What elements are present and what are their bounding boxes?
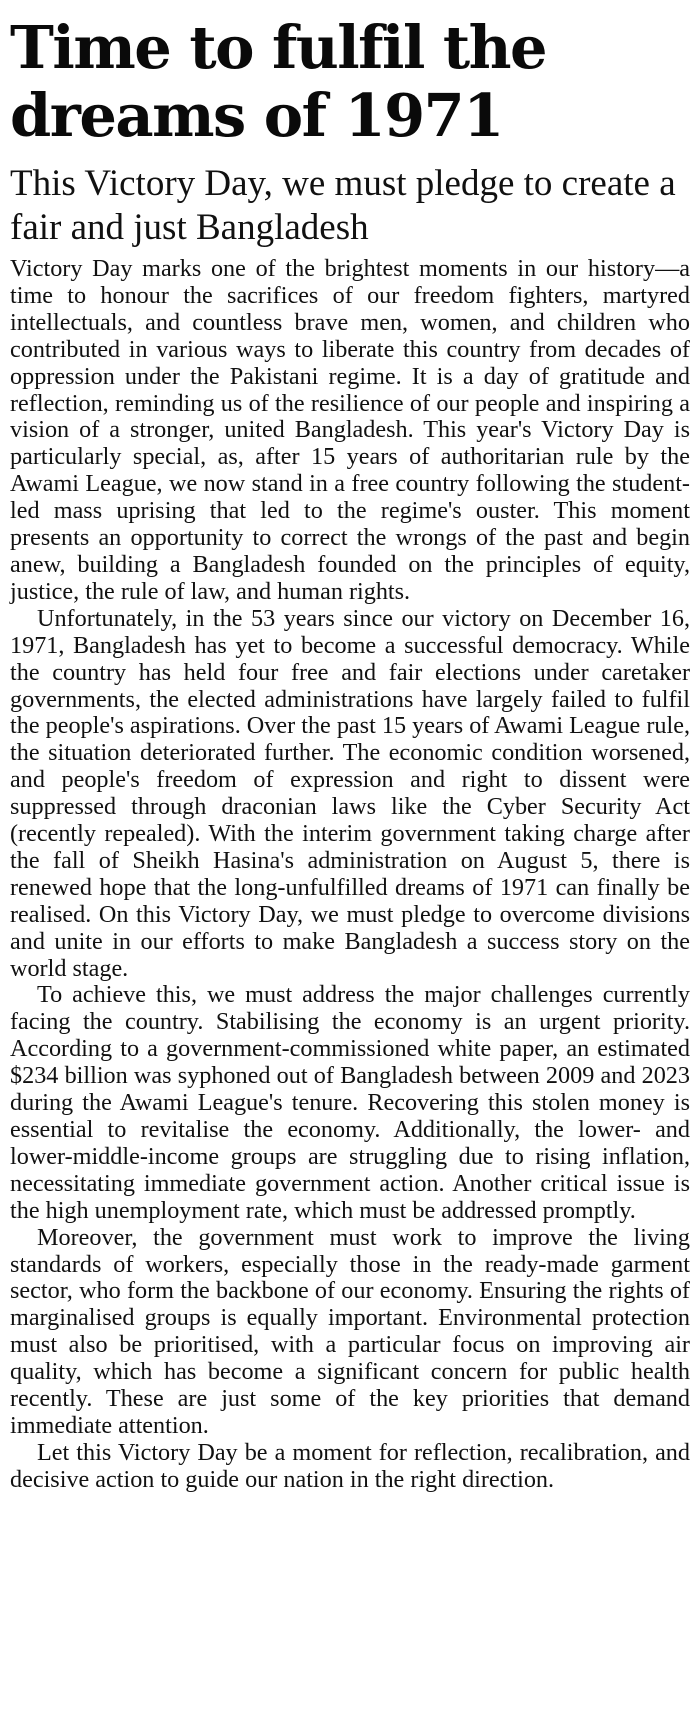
paragraph-4: Moreover, the government must work to improve the living standards of workers, especially those in the ready-made garment sector, who form the backbone of our economy. Ensuring the rights of marginalised groups is equally important. Environmental protection must also be prioritised, with a particular focus on improving air quality, which has become a significant concern for public health recently. These are just some of the key priorities that demand immediate attention. (10, 1223, 690, 1439)
paragraph-1: Victory Day marks one of the brightest moments in our history—a time to honour the sacrifices of our freedom fighters, martyred intellectuals, and countless brave men, women, and children who contributed in various ways to liberate this country from decades of oppression under the Pakistani regime. It is a day of gratitude and reflection, reminding us of the resilience of our people and inspiring a vision of a stronger, united Bangladesh. This year's Victory Day is particularly special, as, after 15 years of authoritarian rule by the Awami League, we now stand in a free country following the student-led mass uprising that led to the regime's ouster. This moment presents an opportunity to correct the wrongs of the past and begin anew, building a Bangladesh founded on the principles of equity, justice, the rule of law, and human rights. (10, 255, 690, 605)
headline: Time to fulfil the dreams of 1971 (10, 13, 547, 150)
article-body (10, 256, 690, 1494)
paragraph-3: To achieve this, we must address the major challenges currently facing the country. Stabilising the economy is an urgent priority. According to a government-commissioned white paper, an estimated $234 billion was syphoned out of Bangladesh between 2009 and 2023 during the Awami League's tenure. Recovering this stolen money is essential to revitalise the economy. Additionally, the lower- and lower-middle-income groups are struggling due to rising inflation, necessitating immediate government action. Another critical issue is the high unemployment rate, which must be addressed promptly. (10, 981, 690, 1224)
paragraph-5: Let this Victory Day be a moment for reflection, recalibration, and decisive action to guide our nation in the right direction. (10, 1438, 690, 1493)
subheadline: This Victory Day, we must pledge to create a fair and just Bangladesh (10, 163, 676, 248)
paragraph-2: Unfortunately, in the 53 years since our victory on December 16, 1971, Bangladesh has yet to become a successful democracy. While the country has held four free and fair elections under caretaker governments, the elected administrations have largely failed to fulfil the people's aspirations. Over the past 15 years of Awami League rule, the situation deteriorated further. The economic condition worsened, and people's freedom of expression and right to dissent were suppressed through draconian laws like the Cyber Security Act (recently repealed). With the interim government taking charge after the fall of Sheikh Hasina's administration on August 5, there is renewed hope that the long-unfulfilled dreams of 1971 can finally be realised. On this Victory Day, we must pledge to overcome divisions and unite in our efforts to make Bangladesh a success story on the world stage. (10, 604, 690, 982)
